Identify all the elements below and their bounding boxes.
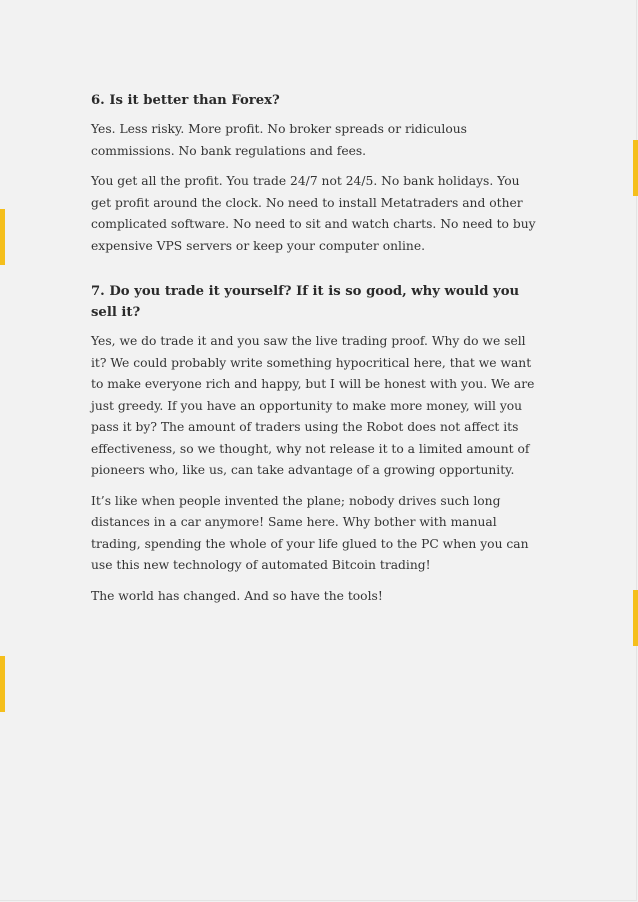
section-heading: 6. Is it better than Forex? bbox=[91, 93, 280, 108]
faq-section-6 bbox=[91, 90, 543, 257]
paragraph: Yes, we do trade it and you saw the live trading proof. Why do we sell it? We could probably write something hypocritical here, that we want to make everyone rich and happy, but I will be honest with you. We are just greedy. If you have an opportunity to make more money, will you pass it by? The amount of traders using the Robot does not affect its effectiveness, so we thought, why not release it to a limited amount of pioneers who, like us, can take advantage of a growing opportunity. bbox=[91, 334, 535, 477]
accent-bar-left-bottom bbox=[0, 656, 5, 712]
paragraph: Yes. Less risky. More profit. No broker spreads or ridiculous commissions. No bank regulations and fees. bbox=[91, 122, 467, 158]
faq-section-7 bbox=[91, 281, 543, 607]
section-heading: 7. Do you trade it yourself? If it is so good, why would you sell it? bbox=[91, 284, 520, 320]
accent-bar-left-top bbox=[0, 209, 5, 265]
paragraph: The world has changed. And so have the tools! bbox=[91, 588, 383, 603]
document-body bbox=[91, 90, 543, 631]
accent-bar-right-bottom bbox=[633, 590, 638, 646]
accent-bar-right-top bbox=[633, 140, 638, 196]
paragraph: You get all the profit. You trade 24/7 not 24/5. No bank holidays. You get profit around the clock. No need to install Metatraders and other complicated software. No need to sit and watch charts. No need to buy expensive VPS servers or keep your computer online. bbox=[91, 174, 536, 253]
paragraph: It’s like when people invented the plane; nobody drives such long distances in a car anymore! Same here. Why bother with manual trading, spending the whole of your life glued to the PC when you can use this new technology of automated Bitcoin trading! bbox=[91, 493, 529, 572]
